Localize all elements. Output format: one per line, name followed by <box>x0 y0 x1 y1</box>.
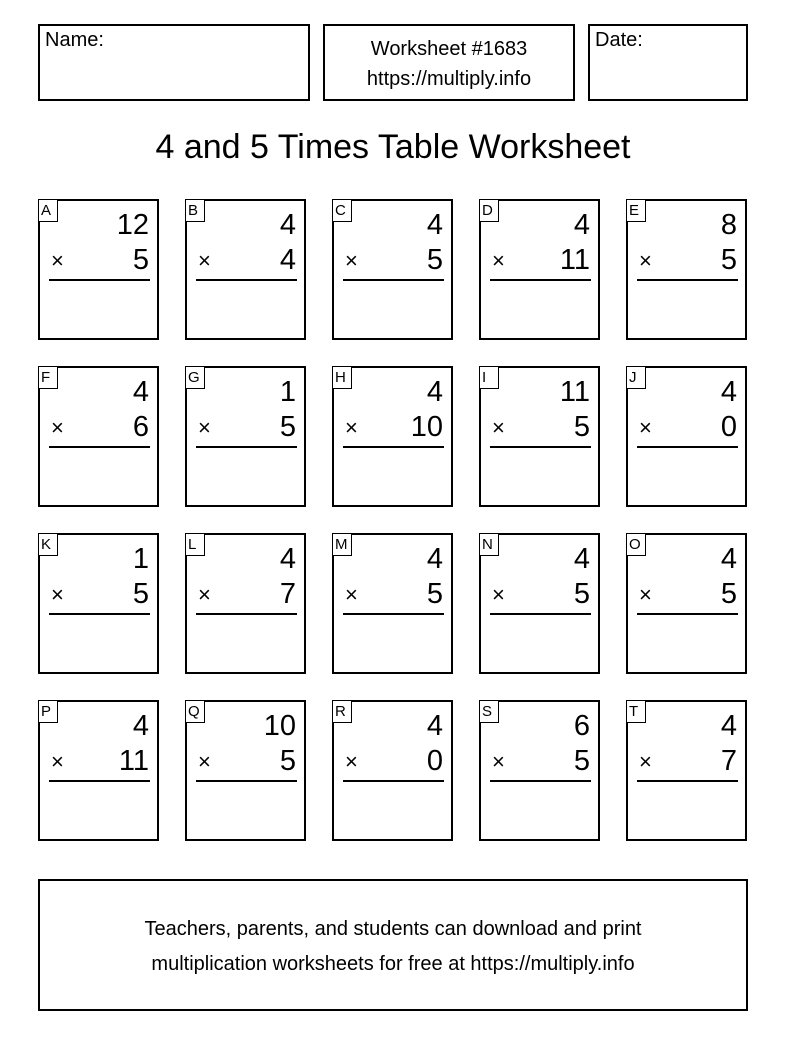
problem-label: L <box>185 533 205 556</box>
multiply-sign: × <box>51 415 64 440</box>
multiplicand: 4 <box>132 710 149 742</box>
multiplier: 5 <box>426 578 443 610</box>
multiplicand: 8 <box>720 209 737 241</box>
multiplier: 5 <box>279 745 296 777</box>
problem-card <box>185 366 306 507</box>
answer-line <box>196 613 297 615</box>
problem-label: H <box>332 366 352 389</box>
multiply-sign: × <box>492 248 505 273</box>
problem-card <box>479 366 600 507</box>
name-box[interactable] <box>38 24 310 101</box>
problem-label: A <box>38 199 58 222</box>
problem-card <box>38 199 159 340</box>
problem-card <box>38 366 159 507</box>
footer-box <box>38 879 748 1011</box>
multiplicand: 4 <box>426 710 443 742</box>
problem-card <box>332 533 453 674</box>
multiply-sign: × <box>639 248 652 273</box>
problem-label: N <box>479 533 499 556</box>
multiply-sign: × <box>345 248 358 273</box>
multiply-sign: × <box>492 415 505 440</box>
multiplicand: 4 <box>573 209 590 241</box>
problem-label: K <box>38 533 58 556</box>
multiplier: 5 <box>720 578 737 610</box>
problem-label: F <box>38 366 58 389</box>
multiply-sign: × <box>345 749 358 774</box>
multiplicand: 4 <box>279 209 296 241</box>
answer-line <box>343 780 444 782</box>
answer-line <box>637 279 738 281</box>
multiplier: 11 <box>559 244 590 276</box>
answer-line <box>343 613 444 615</box>
multiplier: 7 <box>279 578 296 610</box>
multiplier: 5 <box>426 244 443 276</box>
multiply-sign: × <box>198 749 211 774</box>
multiply-sign: × <box>51 248 64 273</box>
problem-card <box>332 366 453 507</box>
problem-label: G <box>185 366 205 389</box>
multiplier: 5 <box>132 244 149 276</box>
multiplicand: 1 <box>132 543 149 575</box>
answer-line <box>49 446 150 448</box>
multiply-sign: × <box>639 749 652 774</box>
answer-line <box>490 446 591 448</box>
multiplier: 0 <box>426 745 443 777</box>
answer-line <box>49 279 150 281</box>
multiplier: 6 <box>132 411 149 443</box>
problem-label: R <box>332 700 352 723</box>
page-title: 4 and 5 Times Table Worksheet <box>155 128 631 166</box>
multiplier: 5 <box>720 244 737 276</box>
problem-label: P <box>38 700 58 723</box>
multiplicand: 12 <box>116 209 149 241</box>
date-label: Date: <box>595 29 643 51</box>
multiply-sign: × <box>51 749 64 774</box>
problem-card <box>185 199 306 340</box>
problem-label: I <box>479 366 499 389</box>
answer-line <box>490 613 591 615</box>
worksheet-info-box <box>323 24 575 101</box>
problem-label: S <box>479 700 499 723</box>
multiplicand: 4 <box>426 376 443 408</box>
multiplicand: 1 <box>279 376 296 408</box>
multiplicand: 4 <box>132 376 149 408</box>
multiply-sign: × <box>198 415 211 440</box>
multiplicand: 11 <box>559 376 590 408</box>
multiplicand: 4 <box>720 376 737 408</box>
answer-line <box>49 780 150 782</box>
multiplicand: 4 <box>426 543 443 575</box>
multiplier: 0 <box>720 411 737 443</box>
problem-label: D <box>479 199 499 222</box>
problem-card <box>626 533 747 674</box>
multiply-sign: × <box>639 582 652 607</box>
answer-line <box>49 613 150 615</box>
answer-line <box>196 279 297 281</box>
multiplier: 5 <box>573 578 590 610</box>
answer-line <box>196 780 297 782</box>
multiplier: 7 <box>720 745 737 777</box>
problem-card <box>626 366 747 507</box>
problem-label: O <box>626 533 646 556</box>
multiply-sign: × <box>198 248 211 273</box>
multiplicand: 10 <box>263 710 296 742</box>
multiplier: 5 <box>132 578 149 610</box>
problem-label: B <box>185 199 205 222</box>
date-box[interactable] <box>588 24 748 101</box>
answer-line <box>637 613 738 615</box>
problem-card <box>332 700 453 841</box>
problem-card <box>479 533 600 674</box>
problem-card <box>38 533 159 674</box>
multiply-sign: × <box>345 582 358 607</box>
problem-card <box>185 533 306 674</box>
multiply-sign: × <box>639 415 652 440</box>
answer-line <box>637 780 738 782</box>
multiplier: 4 <box>279 244 296 276</box>
problem-card <box>626 700 747 841</box>
problem-card <box>332 199 453 340</box>
multiplier: 11 <box>118 745 149 777</box>
multiplier: 10 <box>410 411 443 443</box>
answer-line <box>490 780 591 782</box>
problem-card <box>38 700 159 841</box>
worksheet-number: Worksheet #1683 <box>370 38 528 60</box>
name-label: Name: <box>45 29 104 51</box>
problem-card <box>479 199 600 340</box>
multiplier: 5 <box>279 411 296 443</box>
multiply-sign: × <box>492 582 505 607</box>
multiplier: 5 <box>573 411 590 443</box>
problem-label: M <box>332 533 352 556</box>
problem-label: Q <box>185 700 205 723</box>
multiplicand: 4 <box>573 543 590 575</box>
multiplicand: 4 <box>279 543 296 575</box>
problem-card <box>185 700 306 841</box>
problem-label: J <box>626 366 646 389</box>
answer-line <box>343 446 444 448</box>
footer-line-2: multiplication worksheets for free at https://multiply.info <box>151 953 635 975</box>
answer-line <box>196 446 297 448</box>
problem-label: E <box>626 199 646 222</box>
multiply-sign: × <box>198 582 211 607</box>
footer-line-1: Teachers, parents, and students can download and print <box>144 918 642 940</box>
worksheet-url: https://multiply.info <box>366 68 532 90</box>
multiplicand: 4 <box>720 543 737 575</box>
problem-card <box>479 700 600 841</box>
answer-line <box>343 279 444 281</box>
multiply-sign: × <box>492 749 505 774</box>
multiplicand: 4 <box>720 710 737 742</box>
multiplicand: 4 <box>426 209 443 241</box>
problem-label: C <box>332 199 352 222</box>
problem-label: T <box>626 700 646 723</box>
answer-line <box>490 279 591 281</box>
multiply-sign: × <box>51 582 64 607</box>
multiplicand: 6 <box>573 710 590 742</box>
answer-line <box>637 446 738 448</box>
multiplier: 5 <box>573 745 590 777</box>
multiply-sign: × <box>345 415 358 440</box>
problem-card <box>626 199 747 340</box>
